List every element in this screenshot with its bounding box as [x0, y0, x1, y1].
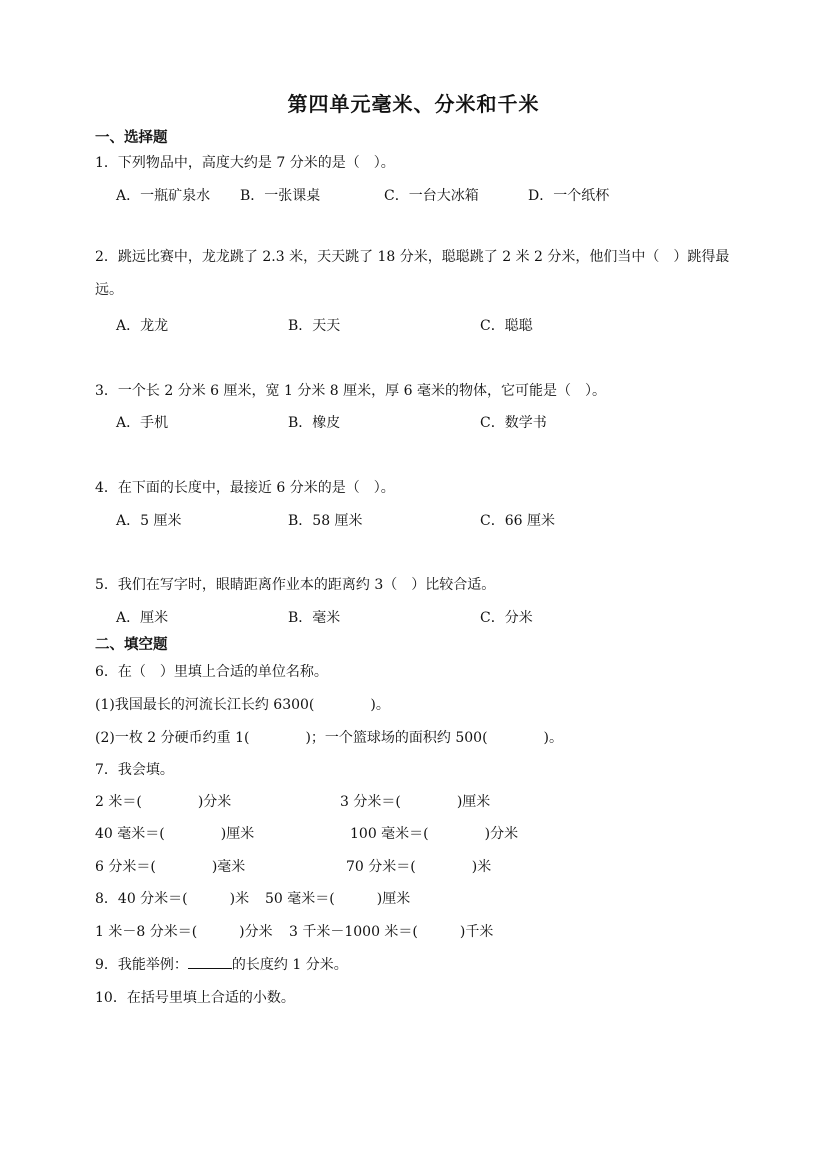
option-a[interactable]: A．龙龙 — [116, 318, 169, 334]
question-9-prefix: 9．我能举例： — [95, 957, 188, 973]
option-b[interactable]: B．天天 — [288, 318, 341, 334]
conversion-item: 6 分米＝( )毫米 — [95, 859, 246, 875]
option-a[interactable]: A．手机 — [116, 415, 169, 431]
question-5: 5．我们在写字时，眼睛距离作业本的距离约 3（ ）比较合适。 — [95, 577, 496, 593]
question-8-item-4: 3 千米－1000 米＝( )千米 — [289, 924, 494, 940]
option-d[interactable]: D．一个纸杯 — [528, 188, 610, 204]
option-b[interactable]: B．橡皮 — [288, 415, 341, 431]
question-3: 3．一个长 2 分米 6 厘米，宽 1 分米 8 厘米，厚 6 毫米的物体，它可能是（ ）。 — [95, 383, 606, 399]
conversion-item: 3 分米＝( )厘米 — [340, 794, 491, 810]
answer-blank[interactable] — [188, 954, 232, 969]
option-c[interactable]: C．分米 — [480, 610, 533, 626]
question-2: 2．跳远比赛中，龙龙跳了 2.3 米，天天跳了 18 分米，聪聪跳了 2 米 2 分米，他们当中（ ）跳得最远。 — [95, 249, 730, 298]
question-1: 1．下列物品中，高度大约是 7 分米的是（ ）。 — [95, 155, 395, 171]
question-6-part-2: (2)一枚 2 分硬币约重 1( )；一个篮球场的面积约 500( )。 — [95, 730, 564, 746]
question-6: 6．在（ ）里填上合适的单位名称。 — [95, 664, 328, 680]
option-b[interactable]: B．58 厘米 — [288, 513, 363, 529]
question-4: 4．在下面的长度中，最接近 6 分米的是（ ）。 — [95, 480, 395, 496]
question-10: 10．在括号里填上合适的小数。 — [95, 990, 295, 1006]
option-a[interactable]: A．5 厘米 — [116, 513, 182, 529]
option-a[interactable]: A．厘米 — [116, 610, 169, 626]
option-c[interactable]: C．一台大冰箱 — [384, 188, 479, 204]
conversion-item: 2 米＝( )分米 — [95, 794, 232, 810]
question-8-item-1: 8．40 分米＝( )米 — [95, 891, 250, 907]
question-8-item-3: 1 米－8 分米＝( )分米 — [95, 924, 273, 940]
question-8-item-2: 50 毫米＝( )厘米 — [265, 891, 411, 907]
question-7: 7．我会填。 — [95, 762, 174, 778]
conversion-item: 70 分米＝( )米 — [346, 859, 492, 875]
option-c[interactable]: C．数学书 — [480, 415, 547, 431]
option-c[interactable]: C．66 厘米 — [480, 513, 555, 529]
question-6-part-1: (1)我国最长的河流长江长约 6300( )。 — [95, 697, 390, 713]
section-heading-choice: 一、选择题 — [95, 129, 168, 146]
question-9 — [95, 954, 348, 974]
option-c[interactable]: C．聪聪 — [480, 318, 533, 334]
conversion-item: 40 毫米＝( )厘米 — [95, 826, 255, 842]
option-b[interactable]: B．一张课桌 — [240, 188, 321, 204]
question-9-suffix: 的长度约 1 分米。 — [231, 957, 348, 973]
page-title: 第四单元毫米、分米和千米 — [287, 92, 540, 116]
option-b[interactable]: B．毫米 — [288, 610, 341, 626]
conversion-item: 100 毫米＝( )分米 — [350, 826, 519, 842]
section-heading-fill: 二、填空题 — [95, 636, 168, 653]
option-a[interactable]: A．一瓶矿泉水 — [116, 188, 211, 204]
